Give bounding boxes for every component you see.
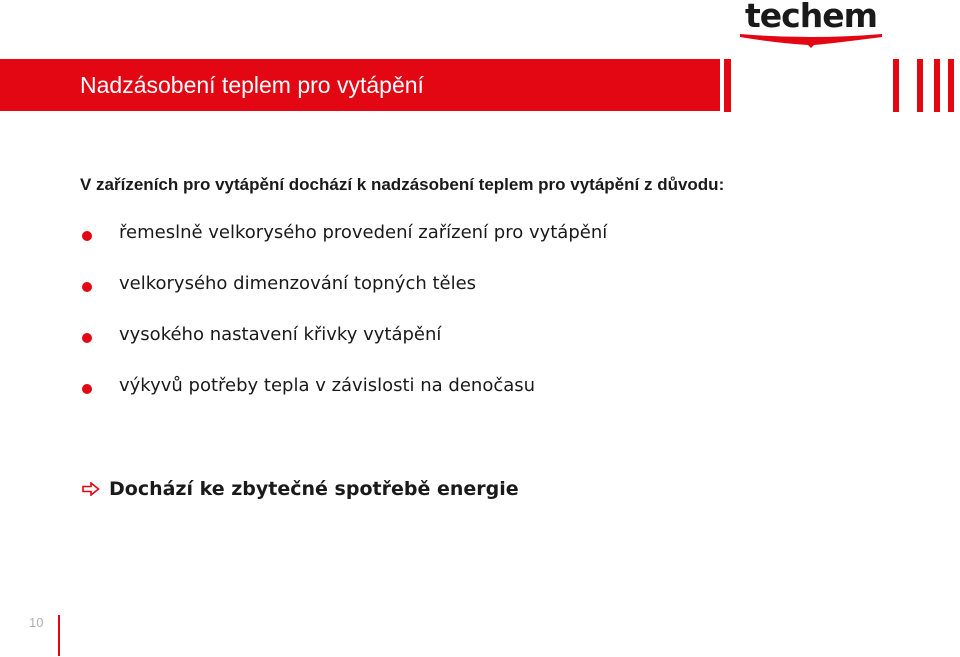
header-stripes xyxy=(0,59,960,112)
red-dot-icon xyxy=(82,231,92,241)
header-stripe xyxy=(917,59,923,112)
header-stripe xyxy=(948,59,954,112)
intro-text: V zařízeních pro vytápění dochází k nadzásobení teplem pro vytápění z důvodu: xyxy=(80,175,725,194)
page-divider xyxy=(58,615,60,656)
list-item-text: vysokého nastavení křivky vytápění xyxy=(119,324,442,345)
red-dot-icon xyxy=(82,282,92,292)
conclusion-text: Dochází ke zbytečné spotřebě energie xyxy=(109,478,519,500)
list-item-text: výkyvů potřeby tepla v závislosti na denočasu xyxy=(119,375,536,396)
header-stripe xyxy=(893,59,899,112)
arrow-right-icon xyxy=(82,482,100,496)
techem-logo xyxy=(736,2,886,48)
red-dot-icon xyxy=(82,384,92,394)
red-dot-icon xyxy=(82,333,92,343)
logo-swoosh-icon xyxy=(736,32,886,48)
header-stripe xyxy=(724,59,731,112)
list-item-text: velkorysého dimenzování topných těles xyxy=(119,273,477,294)
list-item-text: řemeslně velkorysého provedení zařízení pro vytápění xyxy=(119,222,608,243)
header-stripe xyxy=(934,59,940,112)
page-number: 10 xyxy=(29,615,44,630)
page-title: Nadzásobení teplem pro vytápění xyxy=(80,72,424,98)
logo-text: techem xyxy=(745,0,877,35)
